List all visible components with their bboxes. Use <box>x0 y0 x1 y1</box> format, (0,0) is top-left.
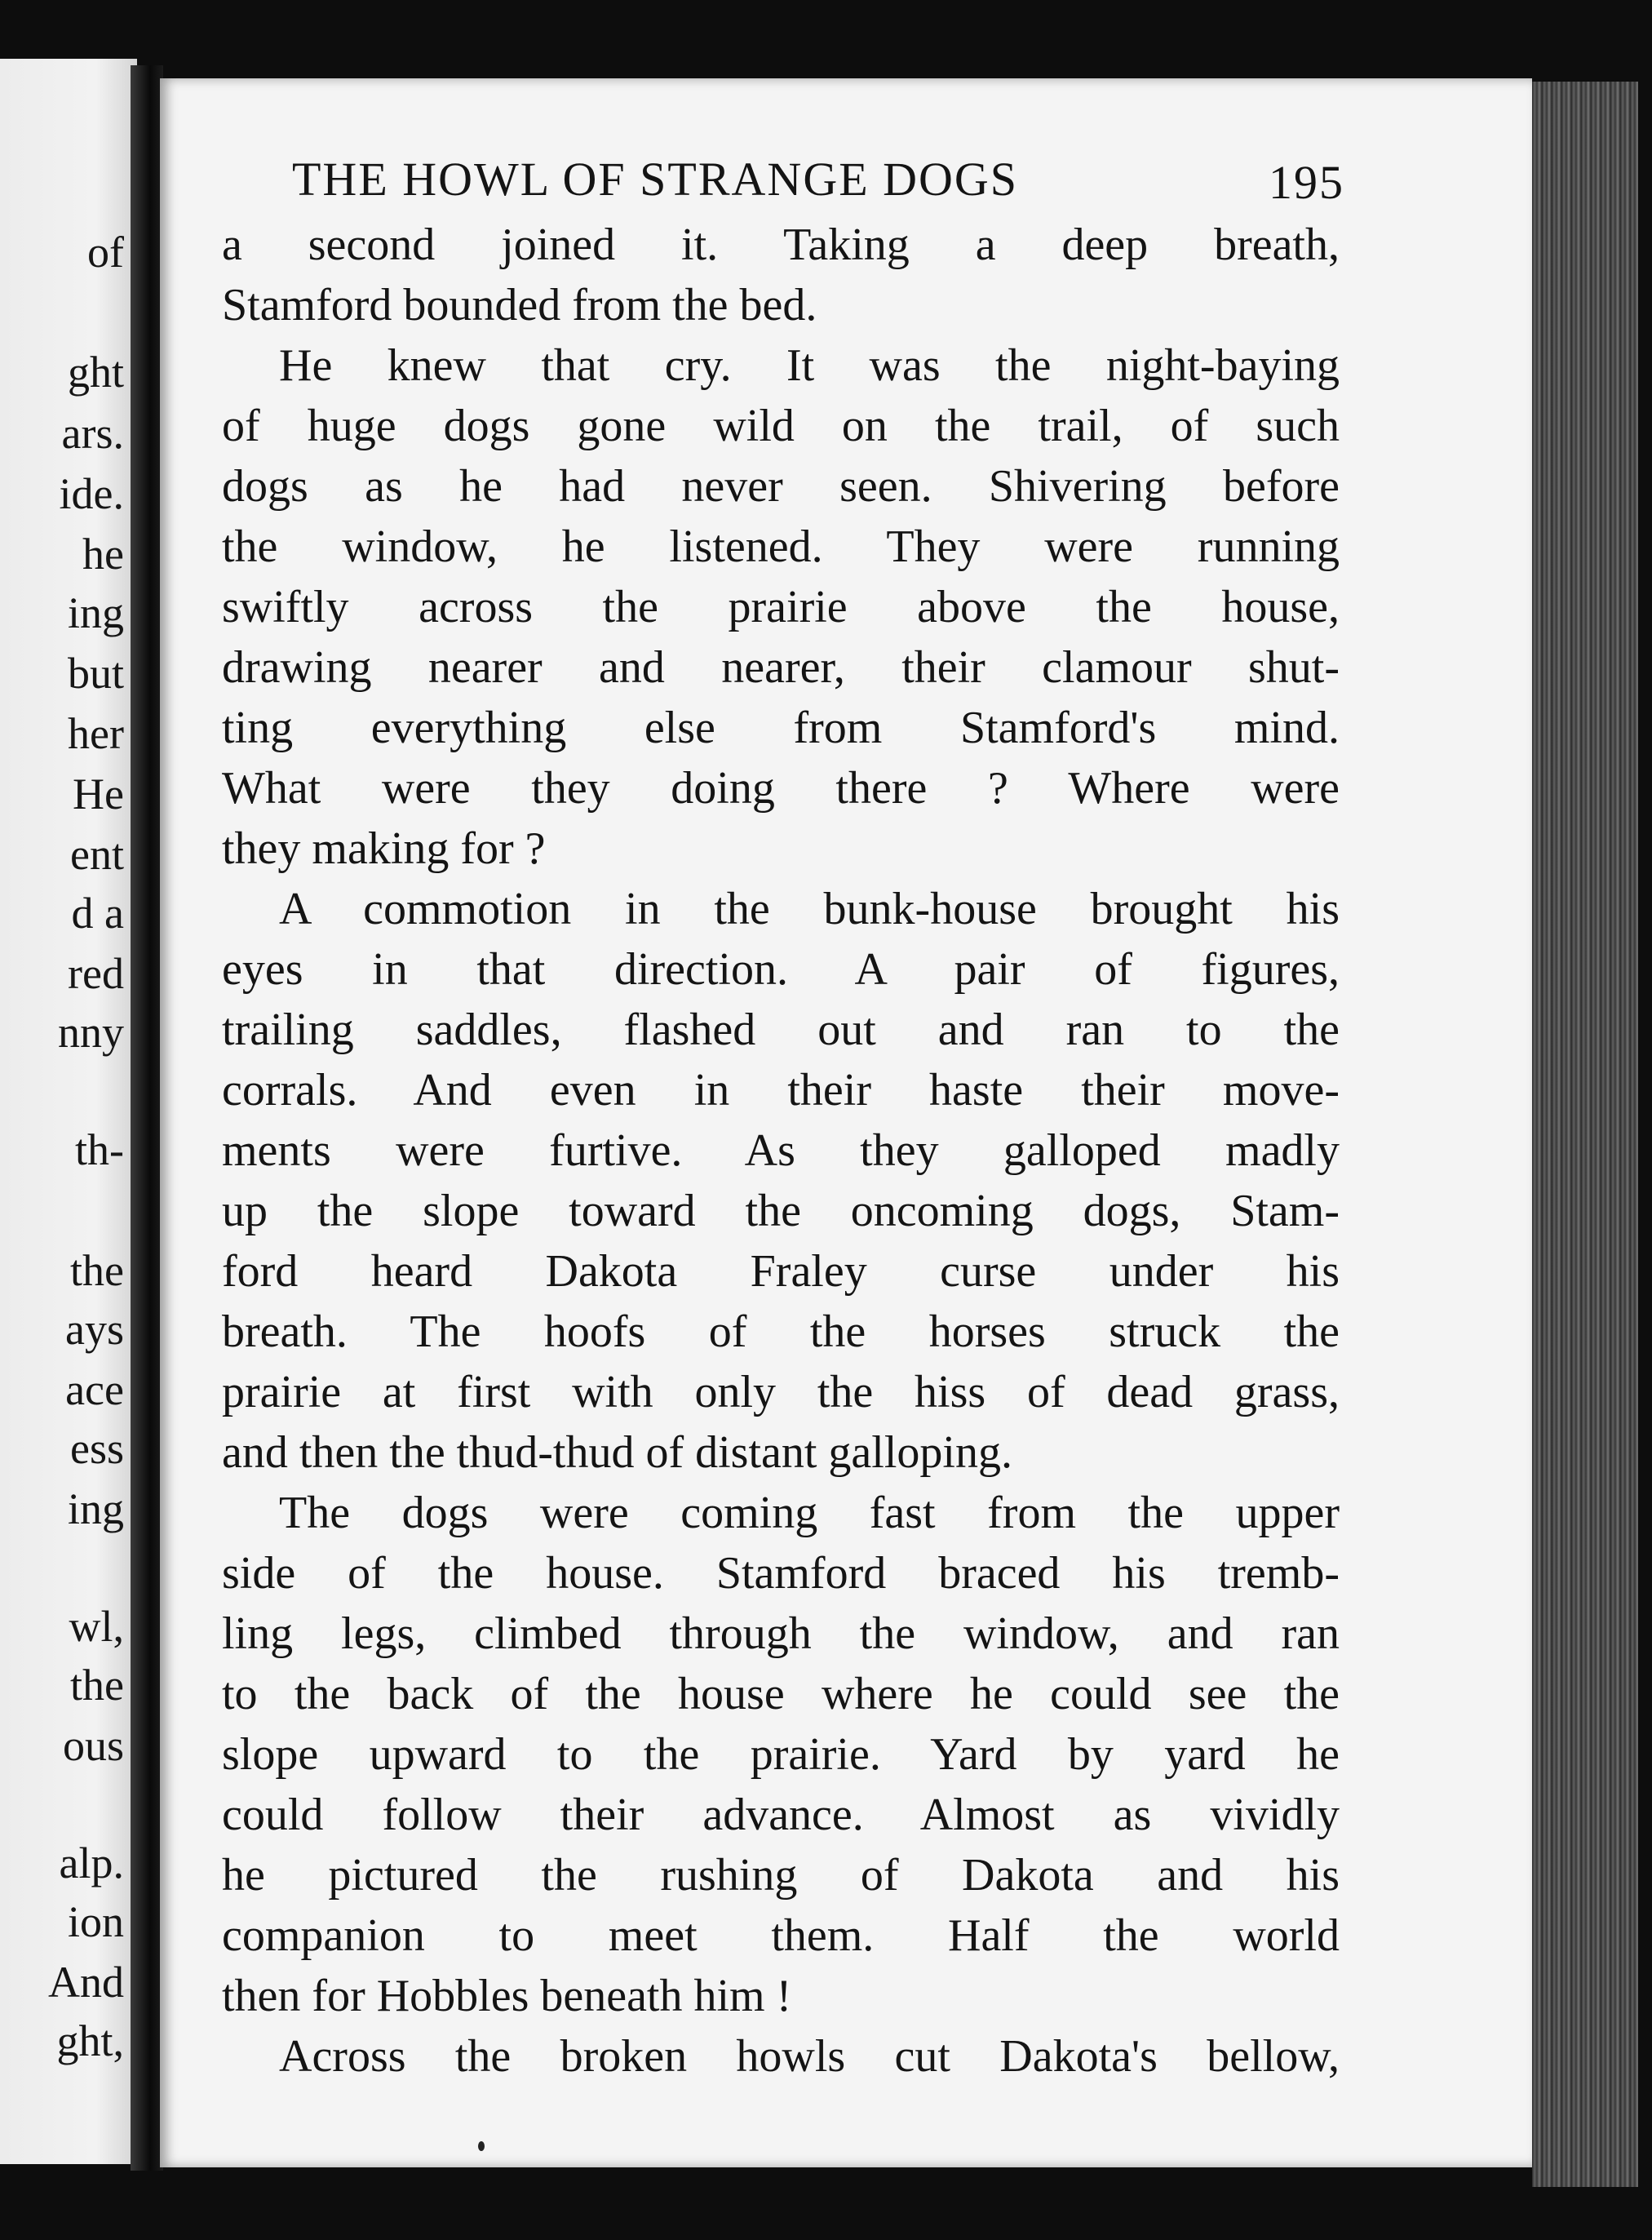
left-page-fragment: ous <box>62 1721 124 1770</box>
text-line: a second joined it. Taking a deep breath, <box>222 220 1340 270</box>
text-line: the window, he listened. They were running <box>222 521 1340 572</box>
text-line: Across the broken howls cut Dakota's bellow, <box>279 2031 1340 2082</box>
left-page-fragment: ght <box>67 348 124 397</box>
left-page-fragment: And <box>48 1958 124 2007</box>
left-page-fragment: ght, <box>56 2016 124 2065</box>
text-line: Stamford bounded from the bed. <box>222 280 817 330</box>
text-line: they making for ? <box>222 823 546 874</box>
previous-page-edge <box>0 59 137 2164</box>
left-page-fragment: the <box>70 1246 124 1295</box>
text-line: trailing saddles, flashed out and ran to the <box>222 1005 1340 1055</box>
left-page-fragment: ent <box>70 830 124 879</box>
text-line: slope upward to the prairie. Yard by yard he <box>222 1729 1340 1780</box>
text-line: He knew that cry. It was the night-baying <box>279 340 1340 391</box>
ink-speck <box>478 2141 485 2151</box>
page-number: 195 <box>1269 156 1344 209</box>
text-line: What were they doing there ? Where were <box>222 763 1340 814</box>
left-page-fragment: red <box>68 949 124 998</box>
text-line: could follow their advance. Almost as vividly <box>222 1790 1340 1840</box>
text-line: swiftly across the prairie above the house, <box>222 582 1340 632</box>
text-line: A commotion in the bunk-house brought his <box>279 884 1340 934</box>
left-page-fragment: wl, <box>69 1602 124 1651</box>
left-page-fragment: ars. <box>61 409 124 458</box>
left-page-fragment: He <box>73 770 124 818</box>
text-line: eyes in that direction. A pair of figures, <box>222 944 1340 995</box>
text-line: The dogs were coming fast from the upper <box>279 1488 1340 1538</box>
text-line: companion to meet them. Half the world <box>222 1910 1340 1961</box>
left-page-fragment: alp. <box>59 1839 124 1887</box>
text-line: breath. The hoofs of the horses struck the <box>222 1306 1340 1357</box>
text-line: ting everything else from Stamford's mind. <box>222 703 1340 753</box>
text-line: side of the house. Stamford braced his tremb- <box>222 1548 1340 1599</box>
text-line: prairie at first with only the hiss of dead grass, <box>222 1367 1340 1417</box>
left-page-fragment: he <box>82 530 124 579</box>
text-line: to the back of the house where he could see the <box>222 1669 1340 1719</box>
text-line: ments were furtive. As they galloped madly <box>222 1125 1340 1176</box>
left-page-fragment: nny <box>58 1008 124 1057</box>
text-line: ling legs, climbed through the window, and ran <box>222 1608 1340 1659</box>
text-line: dogs as he had never seen. Shivering before <box>222 461 1340 512</box>
page-block-edges <box>1532 82 1638 2187</box>
text-line: then for Hobbles beneath him ! <box>222 1971 792 2021</box>
text-line: of huge dogs gone wild on the trail, of such <box>222 401 1340 451</box>
left-page-fragment: ing <box>67 588 124 637</box>
left-page-fragment: of <box>87 228 124 277</box>
text-line: ford heard Dakota Fraley curse under his <box>222 1246 1340 1297</box>
running-title: THE HOWL OF STRANGE DOGS <box>292 153 1019 206</box>
text-line: drawing nearer and nearer, their clamour shut- <box>222 642 1340 693</box>
left-page-fragment: ace <box>65 1365 124 1414</box>
text-line: he pictured the rushing of Dakota and his <box>222 1850 1340 1901</box>
left-page-fragment: ide. <box>59 469 124 518</box>
book-gutter <box>131 65 163 2171</box>
left-page-fragment: her <box>68 709 124 758</box>
left-page-fragment: ion <box>67 1897 124 1946</box>
left-page-fragment: d a <box>71 889 124 938</box>
left-page-fragment: ays <box>65 1305 124 1354</box>
left-page-fragment: ess <box>70 1424 124 1473</box>
left-page-fragment: the <box>70 1661 124 1710</box>
left-page-fragment: th- <box>75 1125 124 1174</box>
text-line: up the slope toward the oncoming dogs, Stam- <box>222 1186 1340 1236</box>
text-line: and then the thud-thud of distant galloping. <box>222 1427 1012 1478</box>
left-page-fragment: but <box>67 649 124 698</box>
text-line: corrals. And even in their haste their move- <box>222 1065 1340 1116</box>
left-page-fragment: ing <box>67 1484 124 1533</box>
